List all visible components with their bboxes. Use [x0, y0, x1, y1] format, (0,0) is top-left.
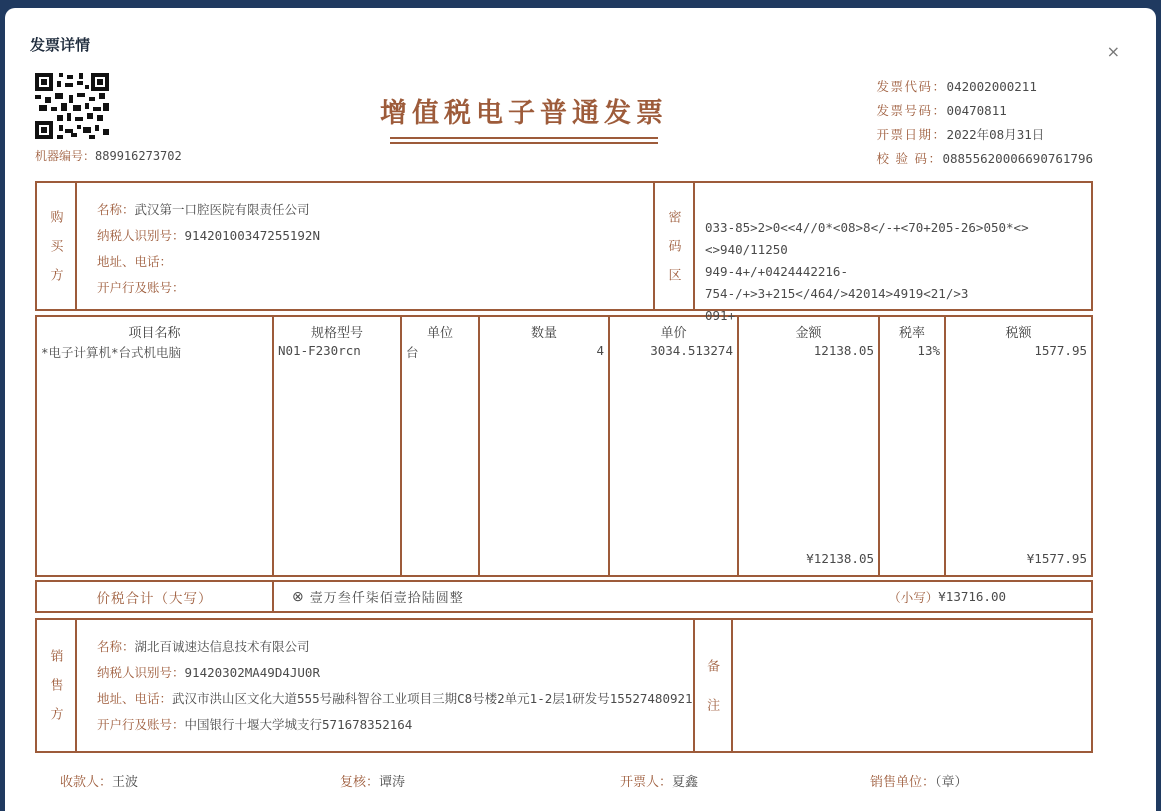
subtotal-amount: ¥12138.05 [806, 551, 874, 566]
circled-x-icon: ⊗ [292, 588, 304, 604]
buyer-name: 名称：武汉第一口腔医院有限责任公司 [97, 202, 310, 217]
column-header: 金额 [795, 325, 822, 340]
item-amount: 12138.05 [813, 343, 874, 358]
invoice-title: 增值税电子普通发票 [380, 98, 668, 128]
buyer-tax-id: 纳税人识别号：91420100347255192N [97, 228, 320, 243]
column-header: 单价 [660, 325, 687, 340]
total-small-label: （小写） [888, 590, 939, 605]
check-code-line: 校 验 码：08855620006690761796 [876, 151, 1093, 166]
invoice-header [35, 69, 1093, 181]
item-tax: 1577.95 [1034, 343, 1087, 358]
modal-title: 发票详情 [30, 37, 91, 54]
buyer-section [35, 181, 1093, 323]
close-icon[interactable]: × [1106, 42, 1120, 61]
seller-seal: 销售单位：（章） [870, 774, 968, 790]
machine-number [35, 147, 182, 164]
remark-side-cell [693, 620, 733, 751]
seller-name: 名称：湖北百诚速达信息技术有限公司 [97, 639, 310, 654]
item-model: N01-F230rcn [278, 343, 361, 358]
column-quantity [480, 317, 610, 575]
payee: 收款人：王波 [60, 774, 139, 790]
subtotal-tax: ¥1577.95 [1026, 551, 1087, 566]
item-unit-price: 3034.513274 [650, 343, 733, 358]
item-name: *电子计算机*台式机电脑 [41, 345, 182, 360]
remark-side-label: 备注 [705, 658, 721, 737]
invoice-number-line: 发票号码：00470811 [876, 103, 1007, 118]
buyer-side-label: 购买方 [48, 209, 64, 297]
column-header: 项目名称 [128, 325, 181, 340]
seller-side-label: 销售方 [48, 649, 64, 736]
invoice [35, 69, 1093, 807]
seller-section [35, 618, 1093, 753]
item-unit: 台 [406, 345, 419, 360]
invoice-meta [877, 75, 1093, 171]
buyer-side-cell [37, 183, 77, 309]
machine-number-label: 机器编号： [35, 149, 96, 163]
invoice-footer [35, 767, 1093, 807]
buyer-info [77, 183, 653, 309]
password-line: 033-85>2>0<<4//0*<08>8</-+<70+205-26>050*<><>940/11250 [705, 220, 1029, 257]
password-side-cell [653, 183, 693, 309]
column-item-name [37, 317, 274, 575]
column-header: 税率 [898, 325, 925, 340]
password-side-label: 密码区 [666, 209, 682, 297]
column-header: 税额 [1005, 325, 1032, 340]
invoice-date-line: 开票日期：2022年08月31日 [876, 127, 1045, 142]
column-unit-price [610, 317, 739, 575]
password-line: 949-4+/+0424442216-754-/+>3+215</464/>42014>4919<21/>3 [705, 264, 969, 301]
column-header: 数量 [530, 325, 557, 340]
invoice-detail-modal [5, 8, 1156, 811]
title-underline [390, 137, 658, 144]
total-capital-text: 壹万叁仟柒佰壹拾陆圆整 [309, 590, 464, 605]
password-line: 091+ [705, 308, 736, 323]
buyer-address: 地址、电话： [97, 255, 173, 269]
seller-address: 地址、电话：武汉市洪山区文化大道555号融科智谷工业项目三期C8号楼2单元1-2层1研发号15527480921 [97, 691, 693, 706]
invoice-code-line: 发票代码：042002000211 [876, 79, 1037, 94]
total-row [35, 580, 1093, 613]
seller-info [77, 620, 693, 751]
total-values [274, 582, 1091, 611]
machine-number-value: 889916273702 [95, 149, 182, 163]
buyer-bank: 开户行及账号： [97, 281, 185, 295]
item-tax-rate: 13% [917, 343, 940, 358]
column-header: 规格型号 [310, 325, 363, 340]
column-unit [402, 317, 480, 575]
remark-area [733, 620, 1131, 751]
password-area [693, 183, 1091, 323]
column-amount [739, 317, 880, 575]
column-model [274, 317, 402, 575]
item-quantity: 4 [596, 343, 604, 358]
column-header: 单位 [426, 325, 453, 340]
total-small [888, 582, 1006, 611]
total-capital-label: 价税合计（大写） [37, 582, 274, 611]
seller-tax-id: 纳税人识别号：91420302MA49D4JU0R [97, 665, 320, 680]
seller-side-cell [37, 620, 77, 751]
items-table [35, 315, 1093, 577]
drawer: 开票人：夏鑫 [620, 774, 699, 790]
seller-bank: 开户行及账号：中国银行十堰大学城支行571678352164 [97, 717, 413, 732]
total-small-value: ¥13716.00 [938, 589, 1006, 604]
reviewer: 复核：谭涛 [340, 774, 406, 790]
column-tax [946, 317, 1091, 575]
column-tax-rate [880, 317, 946, 575]
